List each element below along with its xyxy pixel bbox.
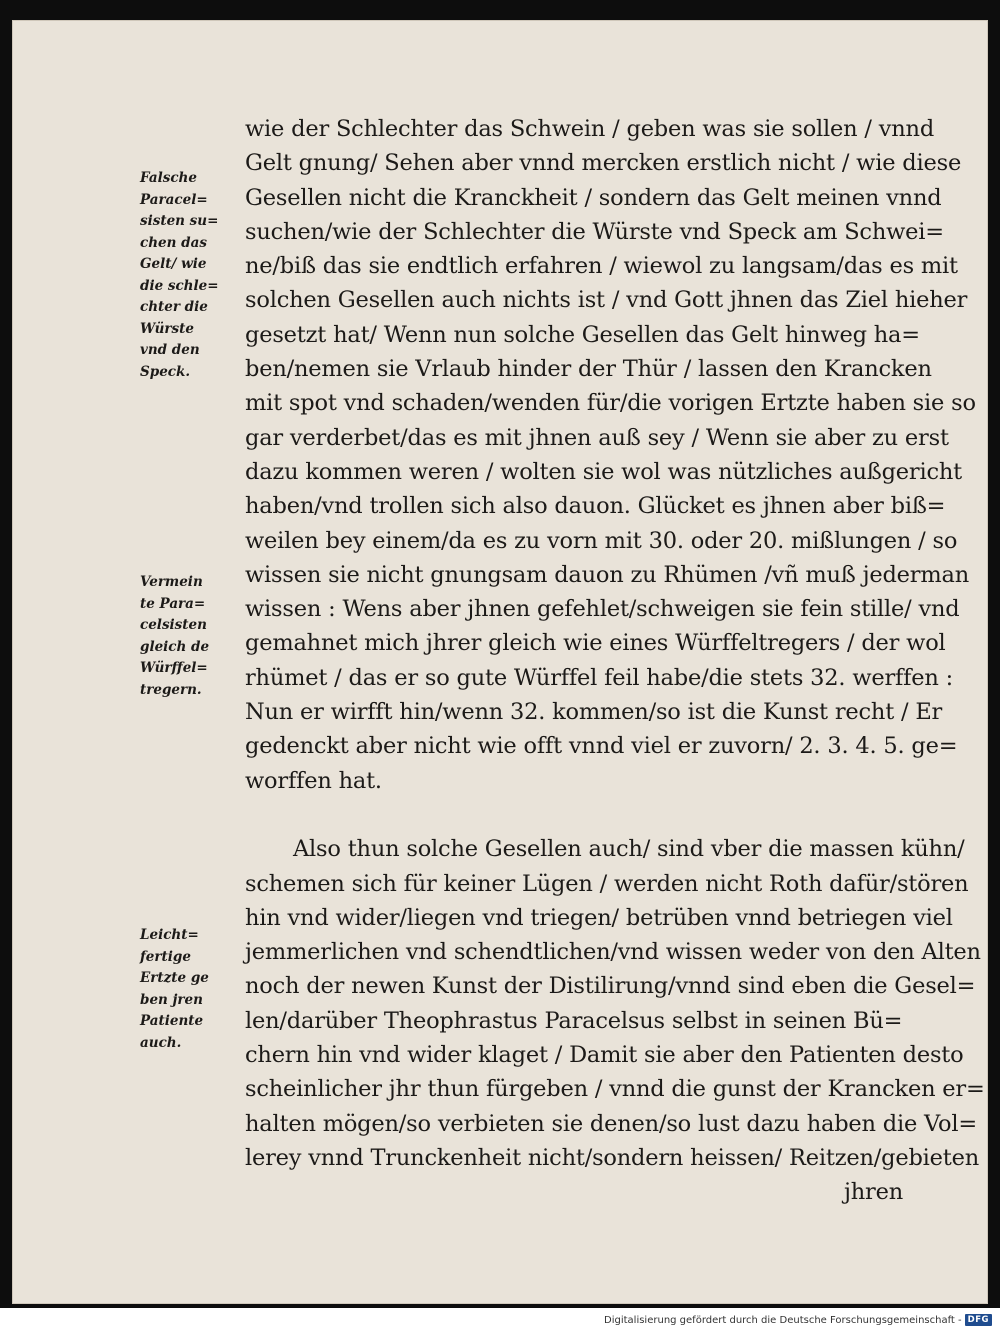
note-line: Würffel= — [140, 660, 208, 676]
note-line: die schle= — [140, 277, 219, 294]
note-line: Paracel= — [140, 191, 208, 208]
note-line: chen das — [140, 234, 207, 251]
text-line: worffen hat. — [245, 767, 382, 794]
text-line: mit spot vnd schaden/wenden für/die vorigen Ertzte haben sie so — [245, 390, 976, 417]
note-line: ben jren — [140, 991, 203, 1008]
text-line: haben/vnd trollen sich also dauon. Glücket es jhnen aber biß= — [245, 493, 946, 520]
note-line: Ertzte ge — [140, 970, 209, 986]
text-line: Gesellen nicht die Kranckheit / sondern das Gelt meinen vnnd — [245, 184, 942, 211]
marginal-note-1 — [140, 168, 248, 383]
text-line: scheinlicher jhr thun fürgeben / vnnd die gunst der Krancken er= — [245, 1076, 985, 1103]
text-line: wie der Schlechter das Schwein / geben was sie sollen / vnnd — [245, 116, 935, 142]
note-line: Gelt/ wie — [140, 256, 207, 272]
text-line: gesetzt hat/ Wenn nun solche Gesellen das Gelt hinweg ha= — [245, 321, 920, 348]
text-line: gar verderbet/das es mit jhnen auß sey / Wenn sie aber zu erst — [245, 424, 949, 451]
text-line: ben/nemen sie Vrlaub hinder der Thür / lassen den Krancken — [245, 356, 932, 383]
note-line: Patiente — [140, 1013, 204, 1029]
text-line: jemmerlichen vnd schendtlichen/vnd wissen weder von den Alten — [245, 939, 981, 966]
text-line: weilen bey einem/da es zu vorn mit 30. oder 20. mißlungen / so — [245, 527, 958, 554]
text-line: lerey vnnd Trunckenheit nicht/sondern heissen/ Reitzen/gebieten — [245, 1144, 980, 1171]
dfg-logo[interactable]: DFG — [965, 1314, 992, 1326]
paragraph-gap — [245, 798, 915, 832]
note-line: te Para= — [140, 595, 206, 612]
catchword: jhren — [843, 1179, 903, 1206]
note-line: Würste — [140, 320, 194, 337]
text-line: gedenckt aber nicht wie offt vnnd viel er zuvorn/ 2. 3. 4. 5. ge= — [245, 733, 958, 760]
text-line: halten mögen/so verbieten sie denen/so lust dazu haben die Vol= — [245, 1110, 978, 1137]
text-line: dazu kommen weren / wolten sie wol was nützliches außgericht — [245, 458, 962, 485]
note-line: auch. — [140, 1034, 182, 1051]
marginal-note-3 — [140, 925, 248, 1054]
note-line: tregern. — [140, 681, 202, 698]
note-line: celsisten — [140, 617, 207, 633]
note-line: chter die — [140, 299, 208, 315]
text-line: Nun er wirfft hin/wenn 32. kommen/so ist die Kunst recht / Er — [245, 699, 943, 726]
note-line: Vermein — [140, 574, 203, 590]
main-text-block — [245, 112, 985, 1210]
marginal-note-2 — [140, 572, 248, 701]
note-line: gleich de — [140, 638, 210, 655]
note-line: Speck. — [140, 363, 191, 380]
note-line: Leicht= — [140, 927, 199, 943]
text-line: chern hin vnd wider klaget / Damit sie aber den Patienten desto — [245, 1042, 964, 1069]
funding-credit: Digitalisierung gefördert durch die Deutsche Forschungsgemeinschaft - — [604, 1314, 962, 1326]
text-line: noch der newen Kunst der Distilirung/vnnd sind eben die Gesel= — [245, 973, 976, 1000]
text-line: schemen sich für keiner Lügen / werden nicht Roth dafür/stören — [245, 870, 969, 897]
text-line: Gelt gnung/ Sehen aber vnnd mercken erstlich nicht / wie diese — [245, 150, 962, 177]
text-line: Also thun solche Gesellen auch/ sind vber die massen kühn/ — [293, 836, 965, 863]
text-line: wissen sie nicht gnungsam dauon zu Rhümen /vñ muß jederman — [245, 561, 969, 588]
note-line: vnd den — [140, 342, 200, 358]
text-line: rhümet / das er so gute Würffel feil habe/die stets 32. werffen : — [245, 664, 954, 691]
text-line: solchen Gesellen auch nichts ist / vnd Gott jhnen das Ziel hieher — [245, 287, 968, 314]
text-line: len/darüber Theophrastus Paracelsus selbst in seinen Bü= — [245, 1007, 903, 1034]
note-line: Falsche — [140, 170, 197, 186]
digitization-footer — [604, 1312, 992, 1328]
note-line: sisten su= — [140, 213, 219, 229]
text-line: hin vnd wider/liegen vnd triegen/ betrüben vnnd betriegen viel — [245, 904, 953, 931]
text-line: wissen : Wens aber jhnen gefehlet/schweigen sie fein stille/ vnd — [245, 596, 960, 623]
text-line: gemahnet mich jhrer gleich wie eines Würffeltregers / der wol — [245, 630, 946, 657]
note-line: fertige — [140, 948, 191, 965]
text-line: ne/biß das sie endtlich erfahren / wiewol zu langsam/das es mit — [245, 253, 958, 280]
text-line: suchen/wie der Schlechter die Würste vnd Speck am Schwei= — [245, 218, 944, 245]
